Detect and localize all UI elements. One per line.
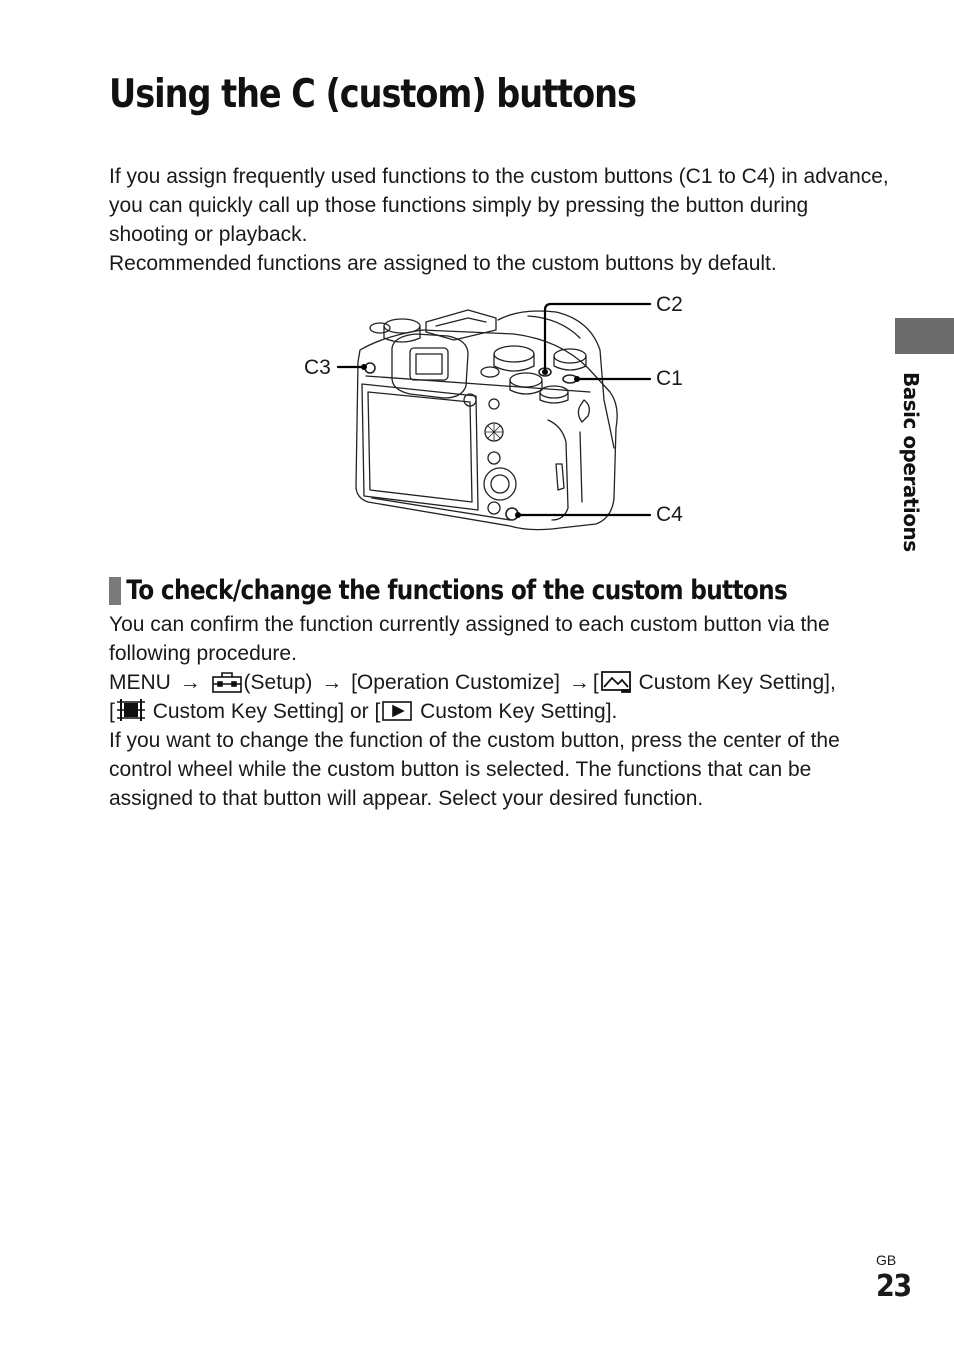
setup-toolbox-icon [211, 671, 243, 693]
callout-c2: C2 [656, 293, 683, 316]
heading-marker [109, 577, 121, 605]
side-tab-label: Basic operations [899, 372, 923, 552]
still-image-icon [600, 669, 632, 693]
callout-c3: C3 [304, 356, 331, 379]
side-tab-marker [895, 318, 954, 354]
region-code: GB [876, 1252, 897, 1268]
camera-rear-view-illustration [298, 288, 688, 540]
section-heading-text: To check/change the functions of the custom buttons [126, 575, 788, 606]
section-paragraph: You can confirm the function currently assigned to each custom button via the following procedure. [109, 613, 830, 665]
intro-paragraph: Recommended functions are assigned to the custom buttons by default. [109, 252, 777, 275]
procedure-line [109, 668, 899, 726]
page-number: 23 [876, 1269, 911, 1304]
section-paragraph: If you want to change the function of the custom button, press the center of the control wheel while the custom button is selected. The functions that can be assigned to that button will appear. Select your desired function. [109, 729, 840, 810]
movie-film-icon [116, 698, 146, 722]
setup-label: (Setup) [243, 671, 313, 694]
page-title: Using the C (custom) buttons [109, 72, 636, 117]
menu-label: MENU [109, 671, 171, 694]
arrow-right-icon: → [321, 671, 343, 694]
arrow-right-icon: → [179, 671, 201, 694]
callout-c4: C4 [656, 503, 683, 526]
playback-key-setting: Custom Key Setting]. [420, 700, 618, 723]
intro-text [109, 162, 889, 278]
callout-c1: C1 [656, 367, 683, 390]
operation-customize-label: [Operation Customize] [351, 671, 561, 694]
arrow-right-icon: → [568, 671, 590, 694]
bracket-open: [ [109, 700, 115, 723]
playback-icon [381, 700, 413, 722]
still-key-setting: Custom Key Setting], [638, 671, 836, 694]
section-heading [109, 575, 787, 606]
movie-key-setting: Custom Key Setting] or [ [152, 700, 381, 723]
intro-paragraph: If you assign frequently used functions to the custom buttons (C1 to C4) in advance, you can quickly call up those functions simply by pressing the button during shooting or playback. [109, 165, 889, 246]
section-body [109, 610, 899, 813]
bracket-open: [ [592, 671, 599, 694]
camera-figure [298, 288, 688, 540]
